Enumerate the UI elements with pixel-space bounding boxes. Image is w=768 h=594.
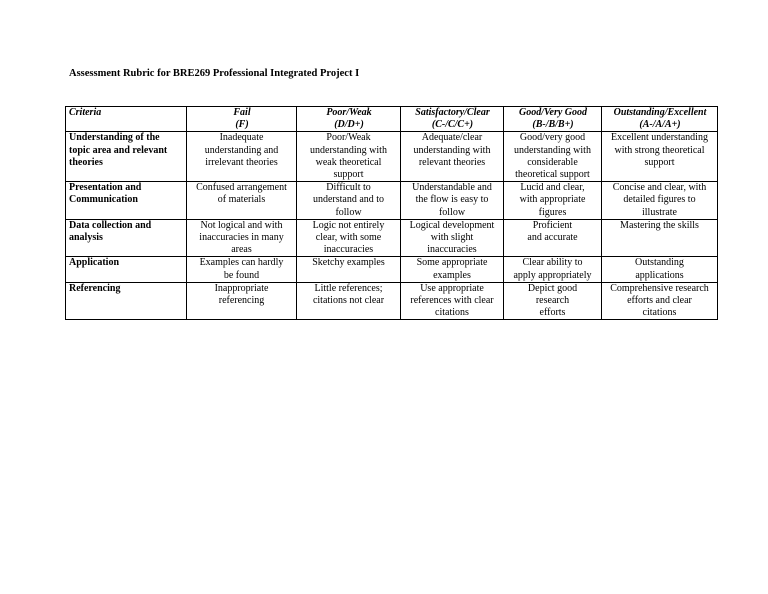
- rubric-cell: Excellent understanding with strong theoretical support: [602, 132, 718, 182]
- criterion-application: Application: [66, 257, 187, 282]
- header-poor-label: Poor/Weak: [326, 107, 372, 118]
- rubric-cell: Clear ability to apply appropriately: [504, 257, 602, 282]
- header-satisfactory-grade: (C-/C/C+): [431, 119, 474, 131]
- header-criteria-label: Criteria: [69, 107, 102, 118]
- rubric-cell: Some appropriate examples: [401, 257, 504, 282]
- header-outstanding-label: Outstanding/Excellent: [613, 107, 707, 118]
- rubric-cell: Good/very good understanding with considerable theoretical support: [504, 132, 602, 182]
- rubric-cell: Difficult to understand and to follow: [297, 182, 401, 220]
- rubric-cell: Poor/Weak understanding with weak theoretical support: [297, 132, 401, 182]
- header-poor: [297, 107, 401, 132]
- header-fail-grade: (F): [235, 119, 249, 131]
- rubric-cell: Lucid and clear, with appropriate figures: [504, 182, 602, 220]
- criterion-presentation: Presentation and Communication: [66, 182, 187, 220]
- rubric-cell: Proficient and accurate: [504, 219, 602, 257]
- table-row: [66, 132, 718, 182]
- rubric-cell: Little references; citations not clear: [297, 282, 401, 320]
- rubric-cell: Confused arrangement of materials: [187, 182, 297, 220]
- rubric-cell: Inadequate understanding and irrelevant theories: [187, 132, 297, 182]
- rubric-cell: Comprehensive research efforts and clear citations: [602, 282, 718, 320]
- rubric-cell: Logical development with slight inaccuracies: [401, 219, 504, 257]
- table-row: [66, 257, 718, 282]
- rubric-cell: Examples can hardly be found: [187, 257, 297, 282]
- rubric-cell: Concise and clear, with detailed figures to illustrate: [602, 182, 718, 220]
- rubric-cell: Sketchy examples: [297, 257, 401, 282]
- rubric-cell: Inappropriate referencing: [187, 282, 297, 320]
- header-fail-label: Fail: [233, 107, 251, 118]
- header-outstanding: [602, 107, 718, 132]
- header-outstanding-grade: (A-/A/A+): [639, 119, 681, 131]
- page-title: Assessment Rubric for BRE269 Professional Integrated Project I: [69, 68, 360, 79]
- rubric-cell: Logic not entirely clear, with some inaccuracies: [297, 219, 401, 257]
- table-row: [66, 182, 718, 220]
- header-good-grade: (B-/B/B+): [532, 119, 574, 131]
- rubric-cell: Mastering the skills: [602, 219, 718, 257]
- header-satisfactory-label: Satisfactory/Clear: [415, 107, 490, 118]
- rubric-cell: Understandable and the flow is easy to follow: [401, 182, 504, 220]
- assessment-rubric-table: [65, 106, 718, 320]
- header-criteria: [66, 107, 187, 132]
- table-row: [66, 282, 718, 320]
- header-good: [504, 107, 602, 132]
- criterion-referencing: Referencing: [66, 282, 187, 320]
- rubric-cell: Not logical and with inaccuracies in many areas: [187, 219, 297, 257]
- table-row: [66, 219, 718, 257]
- rubric-cell: Outstanding applications: [602, 257, 718, 282]
- table-header-row: [66, 107, 718, 132]
- header-good-label: Good/Very Good: [518, 107, 588, 118]
- criterion-understanding: Understanding of the topic area and relevant theories: [66, 132, 187, 182]
- rubric-cell: Use appropriate references with clear citations: [401, 282, 504, 320]
- header-satisfactory: [401, 107, 504, 132]
- header-poor-grade: (D/D+): [334, 119, 364, 131]
- rubric-cell: Depict good research efforts: [504, 282, 602, 320]
- criterion-data-collection: Data collection and analysis: [66, 219, 187, 257]
- header-fail: [187, 107, 297, 132]
- rubric-cell: Adequate/clear understanding with relevant theories: [401, 132, 504, 182]
